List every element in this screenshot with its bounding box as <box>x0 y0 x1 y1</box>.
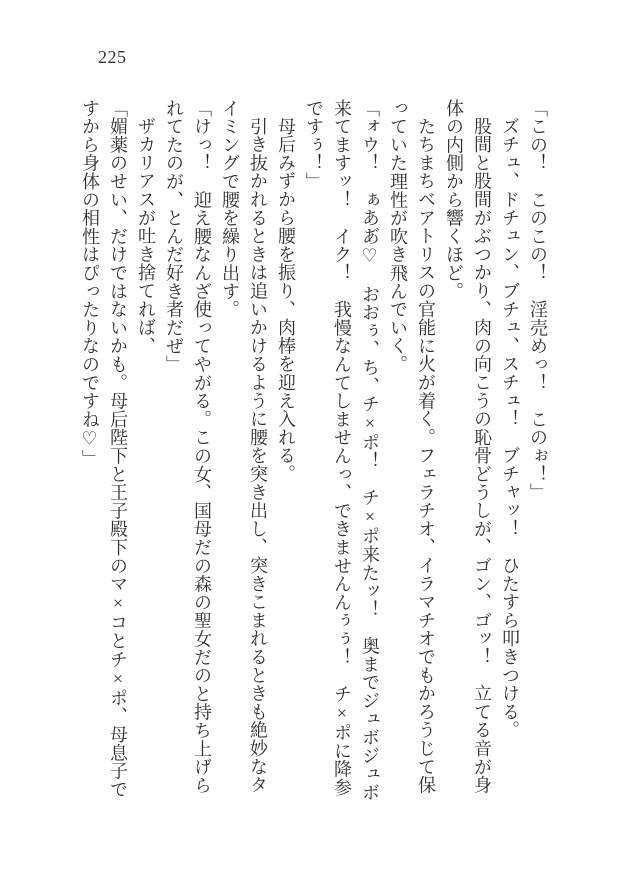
page-number: 225 <box>98 47 127 67</box>
text-line-9: ですぅ！」 <box>304 99 324 191</box>
text-line-8: 来てますッ！ イク！ 我慢なんてしませんっ、できませんんぅぅ！ チ×ポに降参 <box>332 99 352 797</box>
text-line-11: 引き抜かれるときは追いかけるように腰を突き出し、突きこまれるときも絶妙なタ <box>248 117 268 795</box>
text-line-17: すから身体の相性はぴったりなのですね♡」 <box>80 99 100 468</box>
text-line-2: ズチュ、ドチュン、ブチュ、スチュ！ ブチャッ！ ひたすら叩きつける。 <box>500 117 520 740</box>
text-line-5: たちまちベアトリスの官能に火が着く。フェラチオ、イラマチオでもかろうじて保 <box>416 117 436 795</box>
text-line-10: 母后みずから腰を振り、肉棒を迎え入れる。 <box>276 117 296 483</box>
page-text <box>72 99 552 805</box>
text-line-15: ザカリアスが吐き捨てれば、 <box>136 117 156 355</box>
text-line-13: 「けっ！ 迎え腰なんざ使ってやがる。この女、国母だの森の聖女だのと持ち上げら <box>192 99 212 795</box>
text-line-12: イミングで腰を繰り出す。 <box>220 99 240 319</box>
text-line-1: 「この！ このこの！ 淫売めっ！ このぉ！」 <box>528 99 548 502</box>
text-line-14: れてたのが、とんだ好き者だぜ」 <box>164 99 184 374</box>
text-line-16: 「媚薬のせい、だけではないかも。母后陛下と王子殿下のマ×コとチ×ポ、母息子で <box>108 99 128 799</box>
text-line-3: 股間と股間がぶつかり、肉の向こうの恥骨どうしが、ゴン、ゴッ！ 立てる音が身 <box>472 117 492 795</box>
text-line-6: っていた理性が吹き飛んでいく。 <box>388 99 408 374</box>
text-line-4: 体の内側から響くほど。 <box>444 99 464 301</box>
text-line-7: 「ォウ！ ぁああ゙♡ おおぅ、ち、チ×ポ！ チ×ポ来たッ！ 奥までジュボジュボ <box>360 99 380 802</box>
